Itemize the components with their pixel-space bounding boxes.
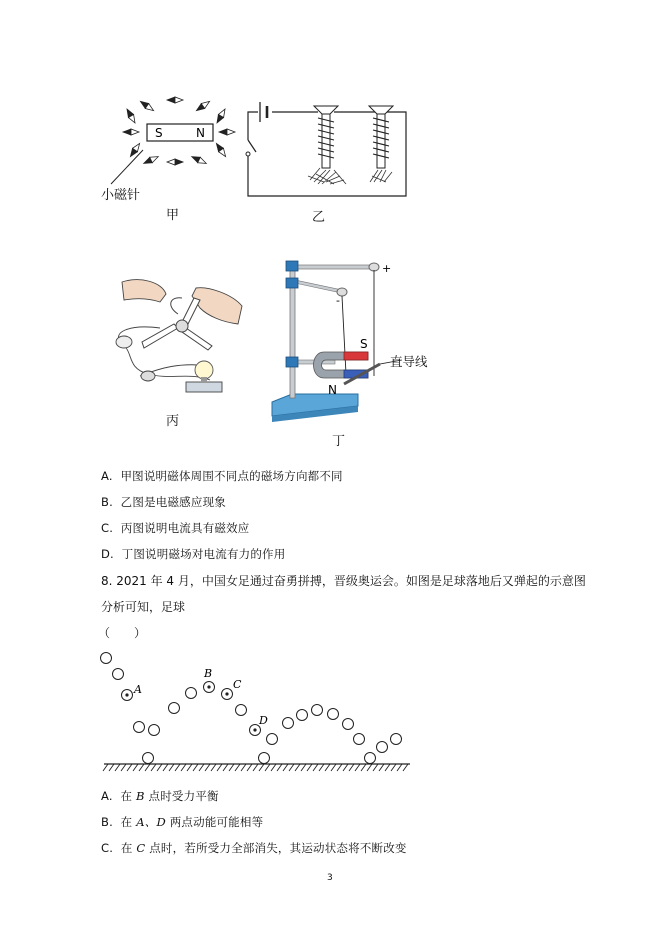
option-letter: B. — [101, 495, 113, 509]
label-point-d: D — [259, 714, 268, 727]
option-pre: 在 — [120, 841, 137, 855]
ball — [312, 705, 323, 716]
battery-icon — [260, 102, 267, 122]
option-point: A、D — [136, 815, 166, 829]
hands-icon — [122, 280, 242, 324]
page-number: 3 — [327, 873, 333, 883]
ground-hatch — [103, 764, 408, 771]
q8-stem-line1: 8. 2021 年 4 月，中国女足通过奋勇拼搏，晋级奥运会。如图是足球落地后又弹起的示意图 — [101, 574, 586, 588]
magnet-pole-n: N — [328, 383, 337, 397]
electromagnet-left — [308, 106, 346, 184]
ball — [343, 719, 354, 730]
ball — [143, 753, 154, 764]
magnet-pole-s: S — [155, 126, 163, 140]
ball — [101, 653, 112, 664]
option-post: 点时受力平衡 — [144, 789, 219, 803]
q7-option-d — [101, 546, 285, 562]
label-straight-wire: 直导线 — [390, 354, 428, 369]
electromagnet-right — [369, 106, 393, 182]
ball — [169, 703, 180, 714]
option-point: C — [136, 841, 146, 855]
terminal-plus: + — [382, 262, 392, 275]
option-letter: A. — [101, 469, 113, 483]
caption-jia: 甲 — [166, 208, 180, 223]
option-pre: 在 — [120, 789, 137, 803]
q7-option-b — [101, 494, 226, 510]
figure-yi — [236, 92, 416, 204]
q7-option-a — [101, 468, 343, 484]
option-point: B — [136, 789, 145, 803]
caption-ding: 丁 — [332, 434, 346, 449]
option-letter: C. — [101, 841, 114, 855]
ball — [391, 734, 402, 745]
magnet-pole-s: S — [360, 337, 368, 351]
q8-answer-paren: （ ） — [98, 626, 147, 640]
q7-option-c — [101, 520, 250, 536]
option-text: 丁图说明磁场对电流有力的作用 — [121, 547, 286, 561]
option-letter: A. — [101, 789, 113, 803]
q8-option-b — [101, 814, 263, 830]
option-post: 点时，若所受力全部消失，其运动状态将不断改变 — [145, 841, 407, 855]
ball — [328, 709, 339, 720]
figure-ding — [262, 256, 442, 426]
ball — [283, 718, 294, 729]
ball — [134, 722, 145, 733]
option-letter: C. — [101, 521, 114, 535]
option-post: 两点动能可能相等 — [165, 815, 264, 829]
option-pre: 在 — [120, 815, 137, 829]
q8-stem-line2: 分析可知，足球 — [101, 600, 186, 614]
option-text: 乙图是电磁感应现象 — [120, 495, 226, 509]
ball — [377, 742, 388, 753]
label-point-c: C — [233, 678, 242, 691]
label-point-b: B — [204, 667, 213, 680]
q8-option-a — [101, 788, 219, 804]
option-letter: B. — [101, 815, 113, 829]
option-text: 甲图说明磁体周围不同点的磁场方向都不同 — [120, 469, 343, 483]
callout-small-needle: 小磁针 — [101, 188, 141, 203]
q8-option-c — [101, 840, 407, 856]
option-letter: D. — [101, 547, 114, 561]
stand-arm-top — [290, 265, 374, 269]
option-text: 丙图说明电流具有磁效应 — [120, 521, 250, 535]
caption-yi: 乙 — [312, 210, 326, 225]
ball — [186, 688, 197, 699]
terminal-minus: - — [336, 294, 340, 307]
label-point-a: A — [134, 683, 142, 696]
ball — [267, 734, 278, 745]
figure-bing — [100, 276, 250, 406]
switch-contact — [246, 152, 250, 156]
callout-line — [111, 150, 143, 184]
ball — [259, 753, 270, 764]
ball — [297, 710, 308, 721]
figure-ball-bounce — [100, 648, 416, 774]
ball — [354, 734, 365, 745]
magnet-pole-n: N — [196, 126, 205, 140]
caption-bing: 丙 — [166, 414, 180, 429]
ball — [149, 725, 160, 736]
ball — [236, 705, 247, 716]
ball — [113, 669, 124, 680]
ball — [365, 753, 376, 764]
